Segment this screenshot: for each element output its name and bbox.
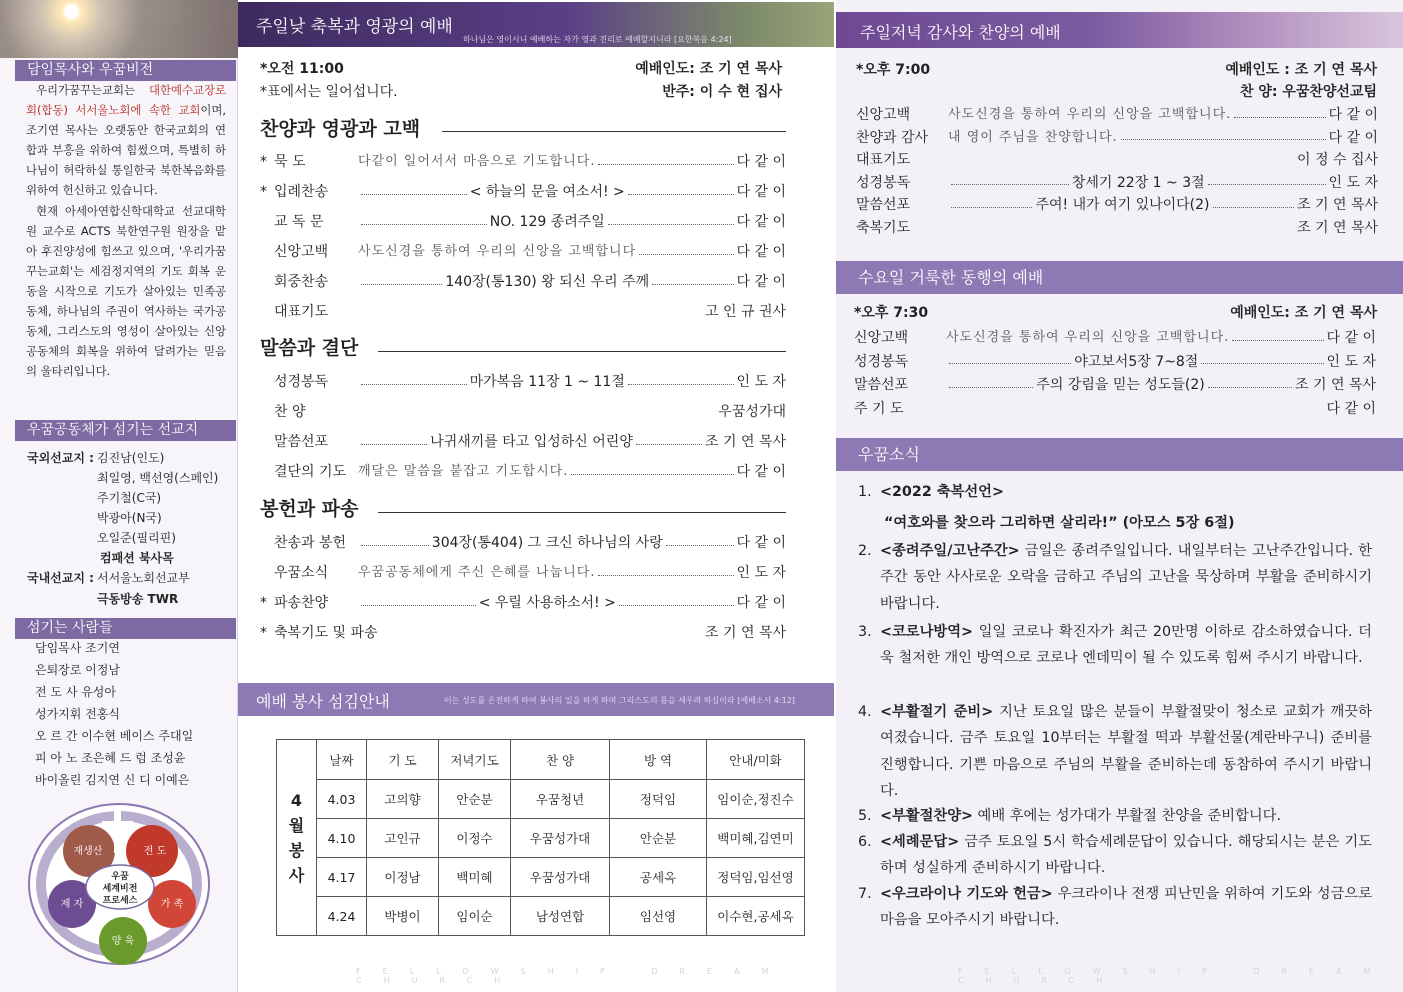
- table-row: [277, 858, 805, 897]
- program-label: 찬양과 감사: [856, 129, 929, 146]
- program-label: 결단의 기도: [274, 464, 347, 480]
- svg-text:프로세스: 프로세스: [102, 896, 138, 906]
- table-cell: 임선영: [610, 897, 707, 936]
- footer-church-name: FELLOWSHIP DREAM CHURCH: [356, 967, 791, 985]
- foreign-mission-item: 김진남(인도): [97, 451, 165, 465]
- table-header: 안내/미화: [707, 740, 805, 780]
- news-body: 금주 토요일 5시 학습세례문답이 있습니다. 해당되시는 분은 기도하며 성실하게 준비하시기 바랍니다.: [880, 834, 1372, 877]
- table-cell: 이정남: [367, 858, 439, 897]
- program-row: [856, 104, 1378, 127]
- standing-marker: *: [260, 625, 267, 641]
- news-item: [858, 829, 1372, 882]
- leader-dots: [951, 207, 1032, 208]
- program-label: 주 기 도: [854, 400, 904, 417]
- server-item: 담임목사 조기연: [35, 641, 120, 655]
- program-row: [260, 300, 786, 324]
- news-body: 금일은 종려주일입니다. 내일부터는 고난주간입니다. 한 주간 동안 사사로운 오락을 금하고 주님의 고난을 묵상하며 부활을 준비하시기 바랍니다.: [880, 543, 1372, 612]
- news-text: [880, 803, 1372, 829]
- svg-text:양 육: 양 육: [111, 936, 135, 947]
- foreign-mission-item: 최일영, 백선영(스페인): [97, 471, 219, 485]
- table-cell: 우꿈성가대: [511, 819, 610, 858]
- program-leader: 이 정 수 집사: [1297, 152, 1378, 168]
- table-row: [277, 780, 805, 819]
- program-content: 마가복음 11장 1 ~ 11절: [469, 374, 625, 390]
- leader-dots: [361, 194, 467, 195]
- program-label: 입례찬송: [274, 184, 329, 200]
- news-text: [880, 829, 1372, 882]
- program-row: [260, 370, 786, 394]
- leader-dots: [628, 194, 734, 195]
- program-content: 주여! 내가 여기 있나이다(2): [1035, 197, 1210, 213]
- program-row: [260, 180, 786, 204]
- standing-note: *표에서는 일어섭니다.: [260, 84, 398, 100]
- news-item: [858, 803, 1372, 829]
- news-number: 3.: [858, 624, 872, 640]
- program-label: 회중찬송: [274, 274, 329, 290]
- sunday-service-title: 주일낮 축복과 영광의 예배: [256, 17, 453, 37]
- volunteer-table: [276, 739, 805, 936]
- svg-text:재생산: 재생산: [73, 846, 103, 857]
- footer-church-name: FELLOWSHIP DREAM CHURCH: [958, 967, 1393, 985]
- news-text: [880, 538, 1372, 617]
- table-cell: 우꿈성가대: [511, 858, 610, 897]
- table-cell: 백미혜,김연미: [707, 819, 805, 858]
- program-row: [260, 400, 786, 424]
- program-label: 우꿈소식: [274, 565, 329, 581]
- news-title: “여호와를 찾으라 그리하면 살리라!” (아모스 5장 6절): [884, 515, 1235, 531]
- table-cell: 안순분: [610, 819, 707, 858]
- evening-praise-team: 찬 양: 우꿈찬양선교팀: [1239, 84, 1377, 100]
- program-row: [260, 210, 786, 234]
- candle-photo: [0, 0, 238, 58]
- program-row: [260, 460, 786, 484]
- program-leader: 다 같 이: [736, 274, 786, 290]
- section-praise-title: 찬양과 영광과 고백: [260, 118, 421, 140]
- news-text: [880, 619, 1372, 672]
- program-row: [260, 240, 786, 264]
- news-item: [858, 699, 1372, 805]
- program-leader: 다 같 이: [736, 214, 786, 230]
- section-rule: [378, 512, 786, 513]
- program-content: 나귀새끼를 타고 입성하신 어린양: [430, 434, 633, 450]
- program-row: [856, 127, 1378, 150]
- program-row: [260, 150, 786, 174]
- table-header: 방 역: [610, 740, 707, 780]
- table-cell: 이수현,공세옥: [707, 897, 805, 936]
- leader-dots: [619, 605, 734, 606]
- news-item: [858, 479, 1372, 505]
- server-item: 오 르 간 이수현 베이스 주대일: [35, 729, 194, 743]
- program-leader: 조 기 연 목사: [1297, 219, 1378, 236]
- program-content: 140장(통130) 왕 되신 우리 주께: [445, 274, 650, 290]
- news-title: <부활절기 준비>: [880, 704, 994, 720]
- program-leader: 다 같 이: [736, 244, 786, 260]
- program-content: 사도신경을 통하여 우리의 신앙을 고백합니다.: [948, 107, 1232, 122]
- program-content: 사도신경을 통하여 우리의 신앙을 고백합니다: [358, 244, 637, 259]
- domestic-mission-label: 국내선교지 :: [27, 571, 94, 585]
- sunday-service-verse: 하나님은 영이시니 예배하는 자가 영과 진리로 예배할지니라 [요한복음 4:24]: [463, 35, 732, 44]
- program-content: 304장(통404) 그 크신 하나님의 사랑: [431, 535, 663, 551]
- server-item: 은퇴장로 이정남: [35, 663, 120, 677]
- news-banner: 우꿈소식: [836, 438, 1403, 471]
- evening-service-title: 주일저녁 감사와 찬양의 예배: [860, 23, 1061, 42]
- table-cell: 안순분: [439, 780, 511, 819]
- program-leader: 인 도 자: [736, 565, 786, 581]
- section-word-title: 말씀과 결단: [260, 337, 359, 359]
- program-row: [856, 194, 1378, 217]
- leader-dots: [361, 384, 467, 385]
- leader-dots: [361, 284, 442, 285]
- leader-dots: [571, 474, 733, 475]
- program-leader: 조 기 연 목사: [1295, 377, 1376, 393]
- svg-text:가 족: 가 족: [160, 899, 184, 910]
- standing-marker: *: [260, 595, 267, 611]
- leader-dots: [598, 575, 733, 576]
- svg-text:세계비전: 세계비전: [102, 884, 138, 894]
- program-row: [856, 217, 1378, 240]
- table-cell: 박병이: [367, 897, 439, 936]
- program-label: 성경봉독: [856, 174, 911, 191]
- volunteer-verse: 이는 성도를 온전하게 하여 봉사의 일을 하게 하며 그리스도의 몸을 세우려 하심이라 [에베소서 4:12]: [444, 696, 795, 705]
- program-row: [260, 621, 786, 645]
- news-number: 5.: [858, 808, 872, 824]
- news-body: 일일 코로나 확진자가 최근 20만명 이하로 감소하였습니다. 더욱 철저한 개인 방역으로 코로나 엔데믹이 될 수 있도록 힘써 주시기 바랍니다.: [880, 624, 1372, 667]
- section-rule: [378, 351, 786, 352]
- program-content: NO. 129 종려주일: [489, 214, 605, 230]
- table-cell: 우꿈청년: [511, 780, 610, 819]
- server-item: 성가지휘 전홍식: [35, 707, 120, 721]
- program-leader: 다 같 이: [1326, 330, 1376, 346]
- program-label: 성경봉독: [854, 353, 909, 370]
- program-label: 말씀선포: [274, 434, 329, 450]
- news-number: 6.: [858, 834, 872, 850]
- table-cell: 남성연합: [511, 897, 610, 936]
- wednesday-time: *오후 7:30: [854, 305, 929, 321]
- leader-dots: [949, 387, 1033, 388]
- sunday-service-banner: [238, 2, 834, 47]
- program-leader: 다 같 이: [736, 154, 786, 170]
- program-content: 깨달은 말씀을 붙잡고 기도합시다.: [358, 464, 569, 479]
- news-title: <세례문답>: [880, 834, 960, 850]
- volunteer-title: 예배 봉사 섬김안내: [256, 692, 390, 711]
- program-content: 우꿈공동체에게 주신 은혜를 나눕니다.: [358, 565, 596, 580]
- program-row: [856, 149, 1378, 172]
- wednesday-leader: 예배인도: 조 기 연 목사: [1230, 305, 1377, 321]
- program-leader: 다 같 이: [736, 464, 786, 480]
- program-row: [260, 561, 786, 585]
- program-label: 신앙고백: [854, 330, 909, 346]
- news-number: 4.: [858, 704, 872, 720]
- program-leader: 다 같 이: [1326, 400, 1376, 417]
- leader-dots: [361, 605, 476, 606]
- program-label: 찬 양: [274, 404, 306, 420]
- table-header: 날짜: [317, 740, 367, 780]
- program-leader: 고 인 규 권사: [705, 304, 786, 320]
- section-offering-title: 봉헌과 파송: [260, 498, 359, 520]
- program-label: 대표기도: [274, 304, 329, 320]
- month-label: 4 월 봉 사: [277, 740, 317, 936]
- table-row: [277, 819, 805, 858]
- table-cell: 임이순,정진수: [707, 780, 805, 819]
- table-header: 찬 양: [511, 740, 610, 780]
- svg-text:제 자: 제 자: [60, 899, 84, 910]
- table-cell: 공세옥: [610, 858, 707, 897]
- program-label: 축복기도 및 파송: [274, 625, 378, 641]
- table-cell: 4.03: [317, 780, 367, 819]
- news-title: <부활절찬양>: [880, 808, 974, 824]
- program-content: 창세기 22장 1 ~ 3절: [1071, 174, 1205, 191]
- domestic-mission-item: 극동방송 TWR: [97, 592, 179, 606]
- leader-dots: [361, 224, 487, 225]
- program-label: 말씀선포: [856, 197, 911, 213]
- evening-service-banner: [836, 12, 1403, 48]
- pastor-vision-heading: 담임목사와 우꿈비전: [15, 60, 236, 81]
- program-content: 야고보서5장 7~8절: [1074, 353, 1199, 370]
- program-content: < 우릴 사용하소서! >: [478, 595, 616, 611]
- svg-text:전 도: 전 도: [143, 846, 167, 857]
- table-cell: 임이순: [439, 897, 511, 936]
- leader-dots: [1232, 340, 1323, 341]
- table-cell: 정덕임,임선영: [707, 858, 805, 897]
- news-title: <코로나방역>: [880, 624, 974, 640]
- accompanist: 반주: 이 수 현 집사: [662, 84, 782, 100]
- program-label: 파송찬양: [274, 595, 329, 611]
- right-column: [836, 0, 1403, 992]
- program-label: 말씀선포: [854, 377, 909, 393]
- program-row: [854, 327, 1376, 350]
- news-body: 우크라이나 전쟁 피난민을 위하여 기도와 성금으로 마음을 모아주시기 바랍니다.: [880, 886, 1372, 929]
- news-body: 지난 토요일 많은 분들이 부활절맞이 청소로 교회가 깨끗하여졌습니다. 금주 토요일 10부터는 부활절 떡과 부활선물(계란바구니) 준비를 진행합니다. 기쁜 마음으로 주님의 부활을 준비하는데 동참하여 주시기 바랍니다.: [880, 704, 1372, 800]
- leader-dots: [1234, 117, 1325, 118]
- program-label: 신앙고백: [274, 244, 329, 260]
- program-leader: 조 기 연 목사: [1297, 197, 1378, 213]
- news-title: <우크라이나 기도와 헌금>: [880, 886, 1053, 902]
- middle-column: [238, 0, 834, 992]
- program-row: [854, 398, 1376, 421]
- leader-dots: [1208, 387, 1292, 388]
- table-cell: 4.10: [317, 819, 367, 858]
- pastor-vision-text: 우리가꿈꾸는교회는 대한예수교장로회(합동) 서서울노회에 속한 교회이며, 조기연 목사는 오랫동안 한국교회의 연합과 부흥을 위하여 힘썼으며, 특별히 하나님이 허락하실 통일한국 북한복음화를 위하여 헌신하고 있습니다. 현재 아세아연합신학대학교 선교대학원 교수로 ACTS 북한연구원 원장을 맡아 후진양성에 힘쓰고 있으며, '우리가꿈꾸는교회'는 세검정지역의 기도 회복 운동을 시작으로 기도가 살아있는 민족공동체, 하나님의 주권이 역사하는 국가공동체, 그리스도의 영성이 살아있는 신앙공동체의 회복을 위하여 달려가는 믿음의 울타리입니다.: [26, 83, 226, 379]
- leader-dots: [1208, 184, 1326, 185]
- program-row: [854, 374, 1376, 397]
- left-column: [0, 0, 238, 992]
- table-cell: 4.24: [317, 897, 367, 936]
- leader-dots: [361, 444, 427, 445]
- news-item: [858, 619, 1372, 672]
- news-item: [858, 538, 1372, 617]
- table-header: 저녁기도: [439, 740, 511, 780]
- leader-dots: [949, 363, 1071, 364]
- standing-marker: *: [260, 184, 267, 200]
- leader-dots: [652, 284, 733, 285]
- leader-dots: [628, 384, 734, 385]
- leader-dots: [361, 545, 429, 546]
- table-cell: 백미혜: [439, 858, 511, 897]
- program-leader: 인 도 자: [1328, 174, 1378, 191]
- program-content: 사도신경을 통하여 우리의 신앙을 고백합니다.: [946, 330, 1230, 345]
- program-row: [260, 531, 786, 555]
- table-cell: 이정수: [439, 819, 511, 858]
- program-leader: 우꿈성가대: [718, 404, 786, 420]
- table-row: [277, 897, 805, 936]
- servers-heading: 섬기는 사람들: [15, 618, 236, 639]
- table-cell: 고인규: [367, 819, 439, 858]
- table-cell: 정덕임: [610, 780, 707, 819]
- program-leader: 인 도 자: [736, 374, 786, 390]
- table-header: 기 도: [367, 740, 439, 780]
- standing-marker: *: [260, 154, 267, 170]
- program-label: 축복기도: [856, 219, 911, 236]
- table-header-row: [277, 740, 805, 780]
- table-cell: 4.17: [317, 858, 367, 897]
- program-label: 성경봉독: [274, 374, 329, 390]
- leader-dots: [951, 184, 1069, 185]
- volunteer-banner: [238, 683, 834, 716]
- wednesday-service-banner: 수요일 거룩한 동행의 예배: [836, 261, 1403, 294]
- domestic-mission-item: 서서울노회선교부: [97, 571, 190, 585]
- foreign-mission-label: 국외선교지 :: [27, 451, 94, 465]
- news-number: 1.: [858, 484, 872, 500]
- foreign-mission-item: 박광아(N국): [97, 511, 162, 525]
- program-leader: 다 같 이: [1328, 129, 1378, 146]
- mission-heading: 우꿈공동체가 섬기는 선교지: [15, 420, 236, 441]
- program-label: 찬송과 봉헌: [274, 535, 347, 551]
- server-item: 바이올린 김지연 신 디 이예은: [35, 773, 190, 787]
- server-item: 전 도 사 유성아: [35, 685, 116, 699]
- news-text: [884, 510, 1398, 536]
- service-leader: 예배인도: 조 기 연 목사: [635, 61, 782, 77]
- news-number: 2.: [858, 543, 872, 559]
- program-label: 묵 도: [274, 154, 306, 170]
- program-leader: 다 같 이: [736, 184, 786, 200]
- news-text: [880, 699, 1372, 805]
- program-leader: 조 기 연 목사: [705, 625, 786, 641]
- section-rule: [442, 131, 786, 132]
- news-body: 예배 후에는 성가대가 부활절 찬양을 준비합니다.: [973, 808, 1282, 824]
- table-cell: 고의향: [367, 780, 439, 819]
- program-leader: 인 도 자: [1326, 353, 1376, 370]
- program-content: 주의 강림을 믿는 성도들(2): [1036, 377, 1205, 393]
- news-title: <종려주일/고난주간>: [880, 543, 1020, 559]
- program-row: [856, 172, 1378, 195]
- program-row: [260, 270, 786, 294]
- program-content: < 하늘의 문을 여소서! >: [469, 184, 625, 200]
- news-text: [880, 881, 1372, 934]
- evening-time: *오후 7:00: [856, 62, 931, 78]
- program-leader: 다 같 이: [736, 535, 786, 551]
- leader-dots: [639, 254, 733, 255]
- leader-dots: [598, 164, 733, 165]
- news-text: [880, 479, 1372, 505]
- program-content: 다같이 일어서서 마음으로 기도합니다.: [358, 154, 596, 169]
- leader-dots: [1213, 207, 1294, 208]
- service-time: *오전 11:00: [260, 61, 344, 77]
- program-row: [260, 591, 786, 615]
- program-leader: 조 기 연 목사: [705, 434, 786, 450]
- program-label: 대표기도: [856, 152, 911, 168]
- svg-text:우꿈: 우꿈: [111, 872, 129, 882]
- leader-dots: [1201, 363, 1323, 364]
- program-label: 교 독 문: [274, 214, 324, 230]
- foreign-mission-item: 주기철(C국): [97, 491, 162, 505]
- news-title: <2022 축복선언>: [880, 484, 1004, 500]
- leader-dots: [666, 545, 734, 546]
- leader-dots: [1121, 139, 1326, 140]
- news-item: [884, 510, 1398, 536]
- news-number: 7.: [858, 886, 872, 902]
- program-label: 신앙고백: [856, 107, 911, 123]
- news-item: [858, 881, 1372, 934]
- program-content: 내 영이 주님을 찬양합니다.: [948, 129, 1118, 145]
- leader-dots: [608, 224, 734, 225]
- program-leader: 다 같 이: [736, 595, 786, 611]
- evening-leader: 예배인도 : 조 기 연 목사: [1225, 62, 1377, 78]
- server-item: 피 아 노 조은혜 드 럼 조성윤: [35, 751, 186, 765]
- world-vision-emblem: [26, 801, 212, 967]
- foreign-mission-item: 오일준(필리핀): [97, 531, 176, 545]
- foreign-mission-item: 컴패션 북사목: [100, 551, 174, 565]
- program-row: [854, 351, 1376, 374]
- program-row: [260, 430, 786, 454]
- program-leader: 다 같 이: [1328, 107, 1378, 123]
- leader-dots: [636, 444, 702, 445]
